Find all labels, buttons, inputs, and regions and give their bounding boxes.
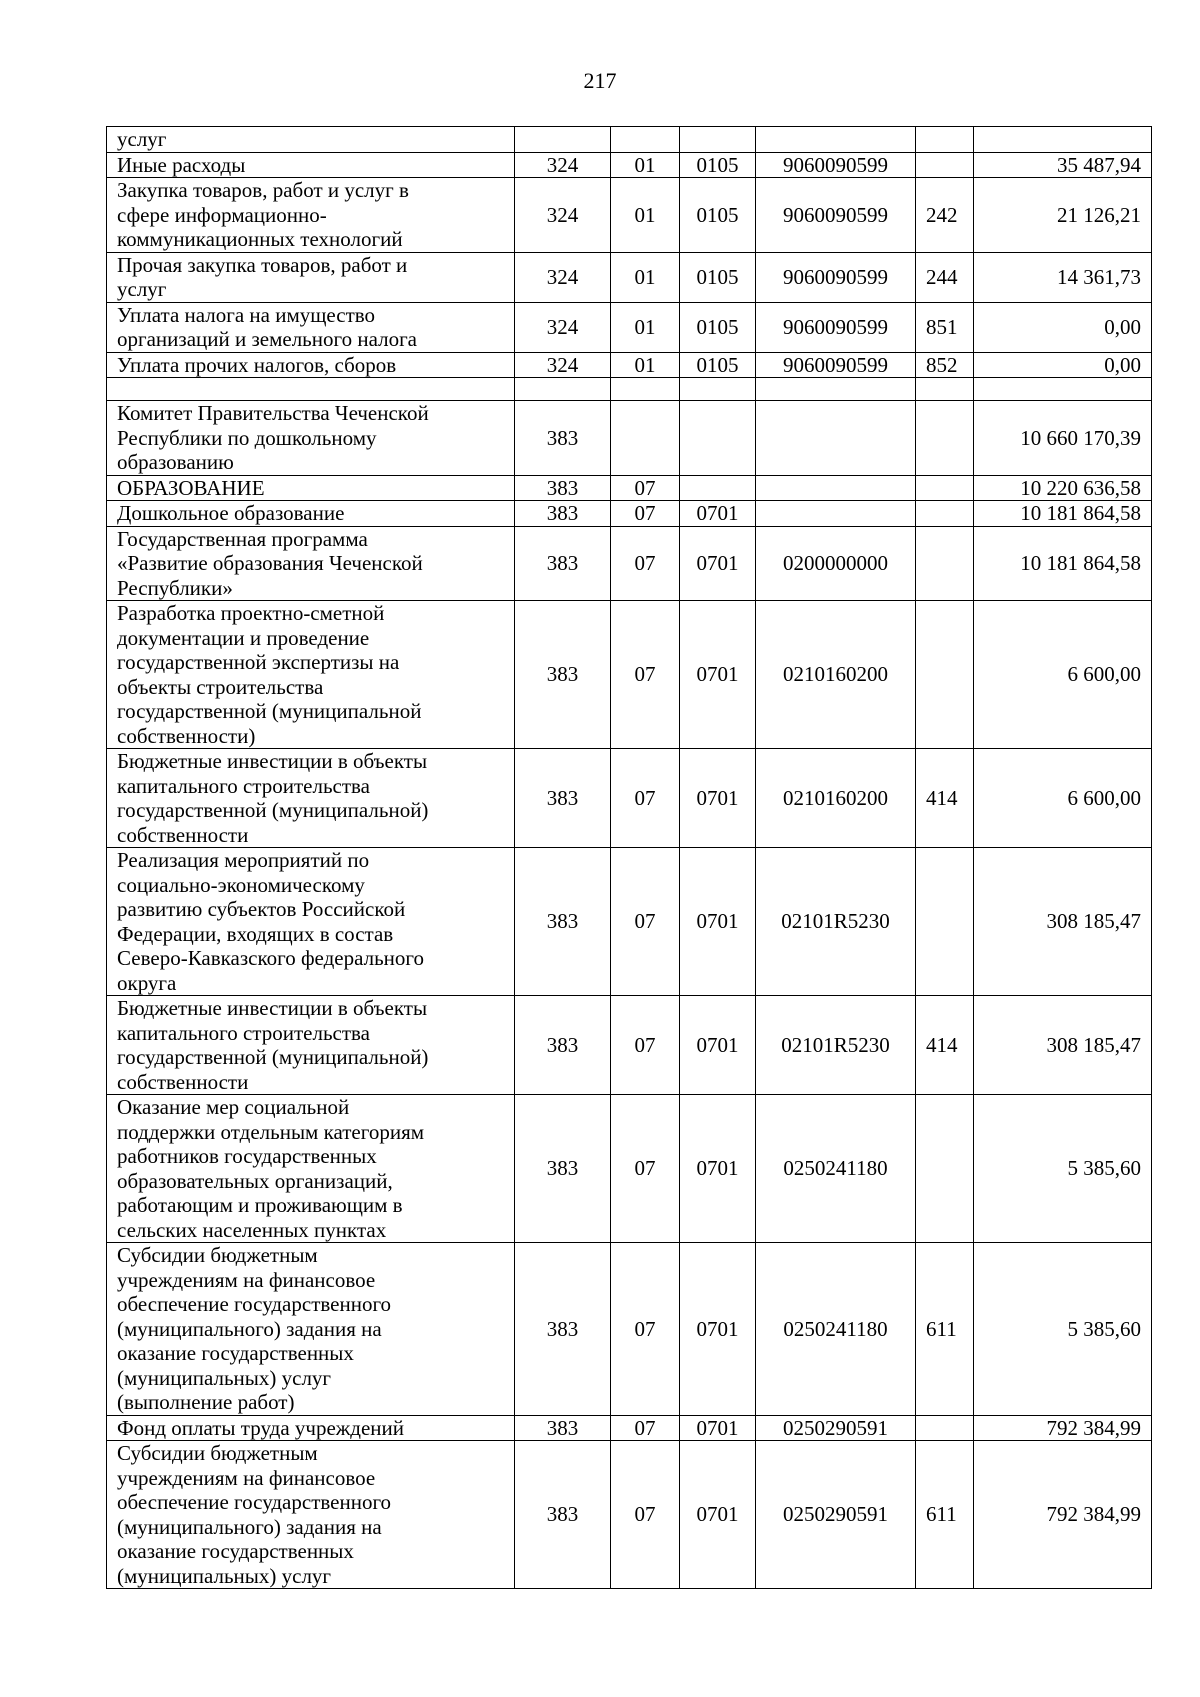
cell-rz: 07 [611, 1415, 680, 1441]
cell-rz: 07 [611, 526, 680, 601]
table-row [107, 601, 1152, 749]
cell-csr: 0250290591 [756, 1441, 916, 1589]
cell-csr [756, 475, 916, 501]
cell-name-line: работников государственных [117, 1144, 377, 1168]
cell-pr: 0701 [680, 1441, 756, 1589]
cell-rz: 07 [611, 475, 680, 501]
cell-name-line: образовательных организаций, [117, 1168, 393, 1193]
cell-rz: 07 [611, 501, 680, 527]
cell-pr: 0105 [680, 152, 756, 178]
cell-name-line: Комитет Правительства Чеченской [117, 401, 429, 425]
cell-rz: 07 [611, 601, 680, 749]
cell-name [107, 848, 515, 996]
cell-vr: 611 [916, 1243, 974, 1416]
cell-name-line: Федерации, входящих в состав [117, 921, 394, 946]
cell-sum: 14 361,73 [974, 252, 1152, 302]
table-row [107, 996, 1152, 1095]
table-row [107, 1243, 1152, 1416]
cell-pr: 0701 [680, 1415, 756, 1441]
cell-csr: 9060090599 [756, 178, 916, 253]
cell-name-line: социально-экономическому [117, 872, 365, 897]
cell-pr [680, 475, 756, 501]
cell-name-line: документации и проведение [117, 625, 370, 650]
cell-csr: 9060090599 [756, 352, 916, 378]
cell-csr: 0210160200 [756, 601, 916, 749]
cell-name-line: обеспечение государственного [117, 1490, 392, 1514]
cell-name-line: государственной (муниципальной) [117, 1045, 429, 1069]
cell-csr: 0210160200 [756, 749, 916, 848]
cell-name-line: государственной экспертизы на [117, 650, 400, 674]
cell-sum: 21 126,21 [974, 178, 1152, 253]
cell-sum: 0,00 [974, 352, 1152, 378]
cell-name [107, 501, 515, 527]
cell-rz [611, 127, 680, 153]
cell-ved: 383 [515, 848, 611, 996]
table-row [107, 1415, 1152, 1441]
cell-sum: 5 385,60 [974, 1243, 1152, 1416]
cell-name-line: оказание государственных [117, 1539, 354, 1563]
cell-csr: 9060090599 [756, 152, 916, 178]
cell-vr: 852 [916, 352, 974, 378]
cell-name [107, 378, 515, 401]
cell-csr [756, 501, 916, 527]
cell-vr: 851 [916, 302, 974, 352]
cell-vr [916, 1095, 974, 1243]
cell-name-line: Субсидии бюджетным [117, 1441, 318, 1465]
cell-vr: 414 [916, 996, 974, 1095]
cell-name-line: (муниципальных) услуг [117, 1563, 332, 1588]
cell-name [107, 996, 515, 1095]
cell-name-line: учреждениям на финансовое [117, 1267, 376, 1292]
cell-csr [756, 401, 916, 476]
cell-name [107, 1243, 515, 1416]
cell-ved: 324 [515, 352, 611, 378]
cell-name [107, 127, 515, 153]
cell-sum [974, 378, 1152, 401]
cell-sum: 10 660 170,39 [974, 401, 1152, 476]
cell-vr [916, 401, 974, 476]
cell-csr: 02101R5230 [756, 996, 916, 1095]
cell-sum: 0,00 [974, 302, 1152, 352]
cell-name [107, 352, 515, 378]
cell-rz: 01 [611, 352, 680, 378]
cell-ved: 383 [515, 501, 611, 527]
cell-pr: 0701 [680, 1095, 756, 1243]
cell-rz: 07 [611, 996, 680, 1095]
cell-name-line: капитального строительства [117, 773, 370, 798]
cell-name-line: Субсидии бюджетным [117, 1243, 318, 1267]
cell-vr [916, 152, 974, 178]
cell-pr: 0701 [680, 749, 756, 848]
cell-name-line: собственности [117, 1069, 249, 1094]
cell-sum: 308 185,47 [974, 848, 1152, 996]
cell-name-line: коммуникационных технологий [117, 227, 403, 251]
cell-name-line: Фонд оплаты труда учреждений [117, 1415, 404, 1440]
cell-pr: 0105 [680, 352, 756, 378]
cell-name-line: (выполнение работ) [117, 1390, 295, 1414]
cell-ved: 324 [515, 152, 611, 178]
table-body [107, 127, 1152, 1589]
cell-ved: 383 [515, 601, 611, 749]
cell-name-line: Закупка товаров, работ и услуг в [117, 178, 409, 202]
cell-csr [756, 127, 916, 153]
cell-name-line: Уплата налога на имущество [117, 302, 376, 327]
cell-vr [916, 601, 974, 749]
cell-name-line: (муниципальных) услуг [117, 1365, 332, 1390]
cell-name [107, 302, 515, 352]
cell-vr [916, 1415, 974, 1441]
table-row [107, 127, 1152, 153]
cell-name-line: объекты строительства [117, 674, 324, 699]
table-row [107, 1441, 1152, 1589]
cell-ved: 324 [515, 178, 611, 253]
cell-rz: 07 [611, 1441, 680, 1589]
cell-csr: 0200000000 [756, 526, 916, 601]
cell-pr: 0701 [680, 848, 756, 996]
cell-ved: 324 [515, 302, 611, 352]
table-row [107, 378, 1152, 401]
cell-name-line: Разработка проектно-сметной [117, 601, 385, 625]
cell-name-line: «Развитие образования Чеченской [117, 551, 423, 575]
cell-name-line: собственности [117, 822, 249, 847]
cell-ved: 383 [515, 401, 611, 476]
cell-rz: 07 [611, 848, 680, 996]
cell-rz: 01 [611, 178, 680, 253]
cell-name-line: Бюджетные инвестиции в объекты [117, 996, 428, 1020]
cell-name-line: обеспечение государственного [117, 1292, 392, 1316]
cell-sum [974, 127, 1152, 153]
table-row [107, 302, 1152, 352]
cell-ved: 324 [515, 252, 611, 302]
cell-ved: 383 [515, 1441, 611, 1589]
cell-name [107, 1441, 515, 1589]
cell-name-line: Прочая закупка товаров, работ и [117, 252, 408, 277]
page-number: 217 [583, 68, 617, 93]
cell-sum: 10 220 636,58 [974, 475, 1152, 501]
cell-name-line: Дошкольное образование [117, 501, 345, 525]
cell-name [107, 152, 515, 178]
cell-vr: 244 [916, 252, 974, 302]
cell-sum: 308 185,47 [974, 996, 1152, 1095]
cell-name-line: Уплата прочих налогов, сборов [117, 352, 397, 377]
cell-vr [916, 127, 974, 153]
cell-name-line: учреждениям на финансовое [117, 1465, 376, 1490]
cell-rz [611, 378, 680, 401]
cell-pr: 0701 [680, 501, 756, 527]
cell-ved: 383 [515, 1095, 611, 1243]
cell-name-line: Государственная программа [117, 526, 368, 551]
cell-sum: 10 181 864,58 [974, 526, 1152, 601]
cell-vr [916, 501, 974, 527]
cell-ved: 383 [515, 1243, 611, 1416]
cell-name [107, 252, 515, 302]
cell-csr: 0250241180 [756, 1243, 916, 1416]
cell-name-line: Бюджетные инвестиции в объекты [117, 749, 428, 773]
table-row [107, 178, 1152, 253]
table-row [107, 749, 1152, 848]
table-row [107, 526, 1152, 601]
cell-name-line: Оказание мер социальной [117, 1095, 350, 1119]
cell-sum: 35 487,94 [974, 152, 1152, 178]
cell-pr: 0701 [680, 1243, 756, 1416]
cell-vr [916, 378, 974, 401]
table-row [107, 1095, 1152, 1243]
cell-sum: 792 384,99 [974, 1415, 1152, 1441]
cell-name-line: оказание государственных [117, 1341, 354, 1365]
cell-name-line: Республики» [117, 575, 233, 600]
cell-sum: 5 385,60 [974, 1095, 1152, 1243]
cell-sum: 6 600,00 [974, 601, 1152, 749]
cell-ved: 383 [515, 996, 611, 1095]
table-row [107, 501, 1152, 527]
cell-ved [515, 127, 611, 153]
cell-rz: 01 [611, 152, 680, 178]
cell-name [107, 749, 515, 848]
table-row [107, 401, 1152, 476]
cell-rz: 01 [611, 252, 680, 302]
cell-pr [680, 127, 756, 153]
cell-pr: 0701 [680, 996, 756, 1095]
cell-pr: 0701 [680, 601, 756, 749]
cell-csr: 0250241180 [756, 1095, 916, 1243]
cell-name-line: (муниципального) задания на [117, 1316, 382, 1341]
cell-ved [515, 378, 611, 401]
cell-name-line: сельских населенных пунктах [117, 1217, 387, 1242]
cell-vr: 611 [916, 1441, 974, 1589]
cell-name-line: Реализация мероприятий по [117, 848, 370, 872]
cell-name [107, 475, 515, 501]
cell-name-line: работающим и проживающим в [117, 1193, 403, 1217]
cell-csr [756, 378, 916, 401]
cell-pr: 0105 [680, 252, 756, 302]
cell-name [107, 1415, 515, 1441]
cell-sum: 6 600,00 [974, 749, 1152, 848]
table-row [107, 152, 1152, 178]
cell-rz: 07 [611, 1243, 680, 1416]
cell-name-line: Северо-Кавказского федерального [117, 946, 425, 970]
cell-pr: 0105 [680, 178, 756, 253]
cell-name [107, 1095, 515, 1243]
cell-vr [916, 848, 974, 996]
cell-pr: 0105 [680, 302, 756, 352]
cell-ved: 383 [515, 749, 611, 848]
cell-name-line: государственной (муниципальной [117, 699, 422, 723]
cell-csr: 02101R5230 [756, 848, 916, 996]
cell-name-line: ОБРАЗОВАНИЕ [117, 475, 265, 500]
cell-ved: 383 [515, 1415, 611, 1441]
cell-vr [916, 475, 974, 501]
cell-ved: 383 [515, 475, 611, 501]
cell-name-line: (муниципального) задания на [117, 1514, 382, 1539]
budget-table [106, 126, 1152, 1589]
cell-rz: 07 [611, 749, 680, 848]
cell-rz: 01 [611, 302, 680, 352]
cell-vr: 414 [916, 749, 974, 848]
cell-rz [611, 401, 680, 476]
cell-name-line: Республики по дошкольному [117, 425, 377, 450]
cell-csr: 0250290591 [756, 1415, 916, 1441]
cell-name [107, 601, 515, 749]
table-row [107, 848, 1152, 996]
cell-sum: 792 384,99 [974, 1441, 1152, 1589]
cell-name-line: организаций и земельного налога [117, 327, 417, 351]
cell-csr: 9060090599 [756, 252, 916, 302]
cell-name-line: сфере информационно- [117, 202, 327, 227]
cell-vr [916, 526, 974, 601]
cell-vr: 242 [916, 178, 974, 253]
cell-name-line: государственной (муниципальной) [117, 798, 429, 822]
cell-name-line: собственности) [117, 723, 256, 748]
table-row [107, 475, 1152, 501]
cell-name-line: капитального строительства [117, 1020, 370, 1045]
cell-name [107, 526, 515, 601]
cell-name-line: поддержки отдельным категориям [117, 1119, 425, 1144]
cell-pr [680, 378, 756, 401]
cell-name [107, 178, 515, 253]
cell-csr: 9060090599 [756, 302, 916, 352]
cell-name-line: Иные расходы [117, 152, 246, 177]
cell-pr: 0701 [680, 526, 756, 601]
cell-name-line: услуг [117, 127, 167, 151]
cell-name-line: услуг [117, 277, 167, 301]
cell-name-line: округа [117, 970, 177, 995]
cell-rz: 07 [611, 1095, 680, 1243]
table-row [107, 252, 1152, 302]
cell-ved: 383 [515, 526, 611, 601]
cell-name-line: развитию субъектов Российской [117, 897, 406, 921]
cell-sum: 10 181 864,58 [974, 501, 1152, 527]
table-row [107, 352, 1152, 378]
cell-name [107, 401, 515, 476]
cell-name-line: образованию [117, 450, 234, 474]
cell-pr [680, 401, 756, 476]
